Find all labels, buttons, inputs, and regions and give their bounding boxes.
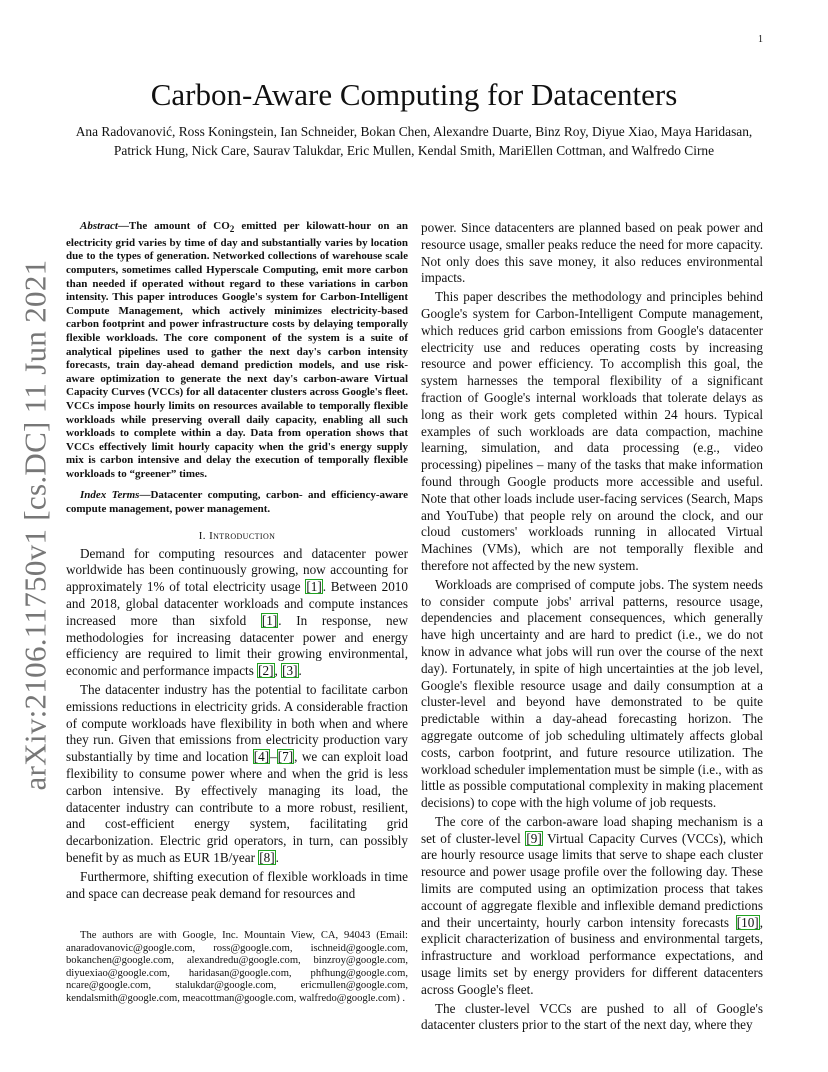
text-run: The core of the carbon-aware load shaping mechanism is a set of cluster-level [421, 813, 763, 846]
author-affiliation-footnote: The authors are with Google, Inc. Mountain View, CA, 94043 (Email: anaradovanovic@google.com, ross@google.com, ischneid@google.com, bokanchen@google.com, alexandredu@google.com, binzroy@google.com, diyuexiao@google.com, haridasan@google.com, phfhung@google.com, ncare@google.com, stalukdar@google.com, ericmullen@google.com, kendalsmith@google.com, meacottman@google.com, walfredo@google.com) . [66, 930, 408, 1004]
citation-link[interactable]: [3] [282, 663, 298, 679]
citation-link[interactable]: [2] [258, 663, 274, 679]
text-run: . In response, new methodologies for increasing datacenter power and energy efficiency are required to limit their growing environmental, economic and performance impacts [66, 612, 408, 679]
author-list: Ana Radovanović, Ross Koningstein, Ian Schneider, Bokan Chen, Alexandre Duarte, Binz Roy, Diyue Xiao, Maya Haridasan, Patrick Hung, Nick Care, Saurav Talukdar, Eric Mullen, Kendal Smith, MariEllen Cottman, and Walfredo Cirne [75, 124, 753, 158]
index-terms-label: Index Terms [80, 489, 140, 502]
text-run: . [298, 663, 302, 679]
index-terms-text: —Datacenter computing, carbon- and efficiency-aware compute management, power management. [66, 489, 408, 516]
text-run: Virtual Capacity Curves (VCCs), which are hourly resource usage limits that serve to shape each cluster resource and power usage profile over the following day. These limits are computed using an optimization process that takes account of aggregate flexible and inflexible demand predictions and their uncertainty, hourly carbon intensity forecasts [421, 830, 763, 930]
citation-link[interactable]: [10] [736, 914, 759, 930]
abstract [66, 220, 408, 481]
abstract-text-a: —The amount of CO [117, 220, 230, 232]
arxiv-sidebar-stamp [5, 259, 65, 791]
right-paragraph-3: Workloads are comprised of compute jobs. The system needs to consider compute jobs' arrival patterns, resource usage, dependencies and placement consequences, which generally have high uncertainty and are hard to predict (i.e., we do not know in advance what jobs will run over the course of the next day). Fortunately, in spite of high uncertainties at the job level, Google's flexible resource usage and daily consumption at a cluster-level and beyond have demonstrated to be quite predictable within a day-ahead forecasting horizon. The aggregate outcome of job scheduling ultimately affects global costs, carbon footprint, and future resource utilization. The workload scheduler implementation must be simple (i.e., with as little as possible computational complexity in making placement decisions) to cope with the high volume of job requests. [421, 576, 763, 811]
text-run: . [275, 850, 279, 865]
abstract-label: Abstract [80, 220, 118, 232]
text-run: . Between 2010 and 2018, global datacenter workloads and compute instances increased more than sixfold [66, 579, 408, 628]
intro-paragraph-3: Furthermore, shifting execution of flexible workloads in time and space can decrease peak demand for resources and [66, 868, 408, 901]
text-run: The datacenter industry has the potential to facilitate carbon emissions reductions in electricity grids. A considerable fraction of compute workloads have flexibility in both when and where they run. Given that emissions from electricity production vary substantially by time and location [66, 682, 408, 765]
right-paragraph-4 [421, 814, 763, 999]
paper-title: Carbon-Aware Computing for Datacenters [150, 77, 678, 112]
citation-link[interactable]: [8] [259, 850, 275, 865]
text-run: , [274, 663, 282, 679]
citation-link[interactable]: [4] [253, 749, 270, 765]
abstract-text-b: emitted per kilowatt-hour on an electricity grid varies by time of day and substantially varies by location due to the types of generation. Networked collections of warehouse scale computers, sometimes called Hyperscale Computing, emit more carbon than needed if operated without regard to these variations in carbon intensity. This paper introduces Google's system for Carbon-Intelligent Compute Management, which actively minimizes electricity-based carbon footprint and power infrastructure costs by delaying temporally flexible workloads. The core component of the system is a suite of analytical pipelines used to gather the next day's carbon intensity forecasts, train day-ahead demand prediction models, and use risk-aware optimization to generate the next day's carbon-aware Virtual Capacity Curves (VCCs) for all datacenter clusters across Google's fleet. VCCs impose hourly limits on resources available to temporally flexible workloads while preserving overall daily capacity, enabling all such workloads to complete within a day. Data from operation shows that VCCs effectively limit hourly capacity when the grid's energy supply mix is carbon intensive and delay the execution of temporally flexible workloads to “greener” times. [66, 220, 409, 480]
citation-link[interactable]: [1] [306, 579, 322, 595]
left-column [66, 220, 408, 902]
right-paragraph-5: The cluster-level VCCs are pushed to all of Google's datacenter clusters prior to the start of the next day, where they [421, 1000, 763, 1033]
intro-paragraph-1 [66, 546, 408, 680]
citation-link[interactable]: [1] [261, 612, 278, 628]
text-run: , we can exploit load flexibility to consume power where and when the grid is less carbon intensive. By effectively managing its load, the datacenter industry can contribute to a more robust, resilient, and cost-efficient energy system, facilitating grid decarbonization. Electric grid operators, in turn, can possibly benefit by as much as EUR 1B/year [66, 749, 409, 865]
section-number: I. [198, 529, 206, 542]
citation-link[interactable]: [7] [277, 749, 294, 765]
text-run: Demand for computing resources and datacenter power worldwide has been continuously growing, now accounting for approximately 1% of total electricity usage [66, 545, 408, 595]
right-paragraph-2: This paper describes the methodology and principles behind Google's system for Carbon-Intelligent Compute management, which reduces grid carbon emissions from Google's datacenter electricity use and reduces operating costs by increasing resource and power efficiency. To accomplish this goal, the system harnesses the temporal flexibility of a significant fraction of Google's internal workloads that tolerate delays as long as their work gets completed within 24 hours. Typical examples of such workloads are data compaction, machine learning, simulation, and data processing (e.g., video processing) pipelines – many of the tasks that make information found through Google products more accessible and useful. Note that other loads include user-facing services (Search, Maps and YouTube) that people rely on around the clock, and our cloud customers' workloads running in allocated Virtual Machines (VMs), which are not temporally flexible and therefore not affected by the new system. [421, 289, 763, 573]
section-title: Introduction [209, 529, 276, 542]
intro-paragraph-2 [66, 682, 408, 867]
text-run: – [270, 749, 277, 765]
section-heading-introduction [66, 530, 408, 542]
index-terms [66, 489, 408, 516]
right-column [421, 220, 763, 1034]
text-run: , explicit characterization of business and environmental targets, infrastructure and workload performance expectations, and usage limits set by energy providers for different datacenters across Google's fleet. [421, 914, 763, 997]
arxiv-identifier: arXiv:2106.11750v1 [cs.DC] 11 Jun 2021 [17, 259, 52, 791]
page-number: 1 [758, 34, 763, 45]
right-paragraph-1: power. Since datacenters are planned based on peak power and resource usage, smaller peaks reduce the need for more capacity. Not only does this save money, it also reduces environmental impacts. [421, 220, 763, 286]
citation-link[interactable]: [9] [526, 830, 542, 846]
abstract-subscript: 2 [229, 224, 235, 235]
